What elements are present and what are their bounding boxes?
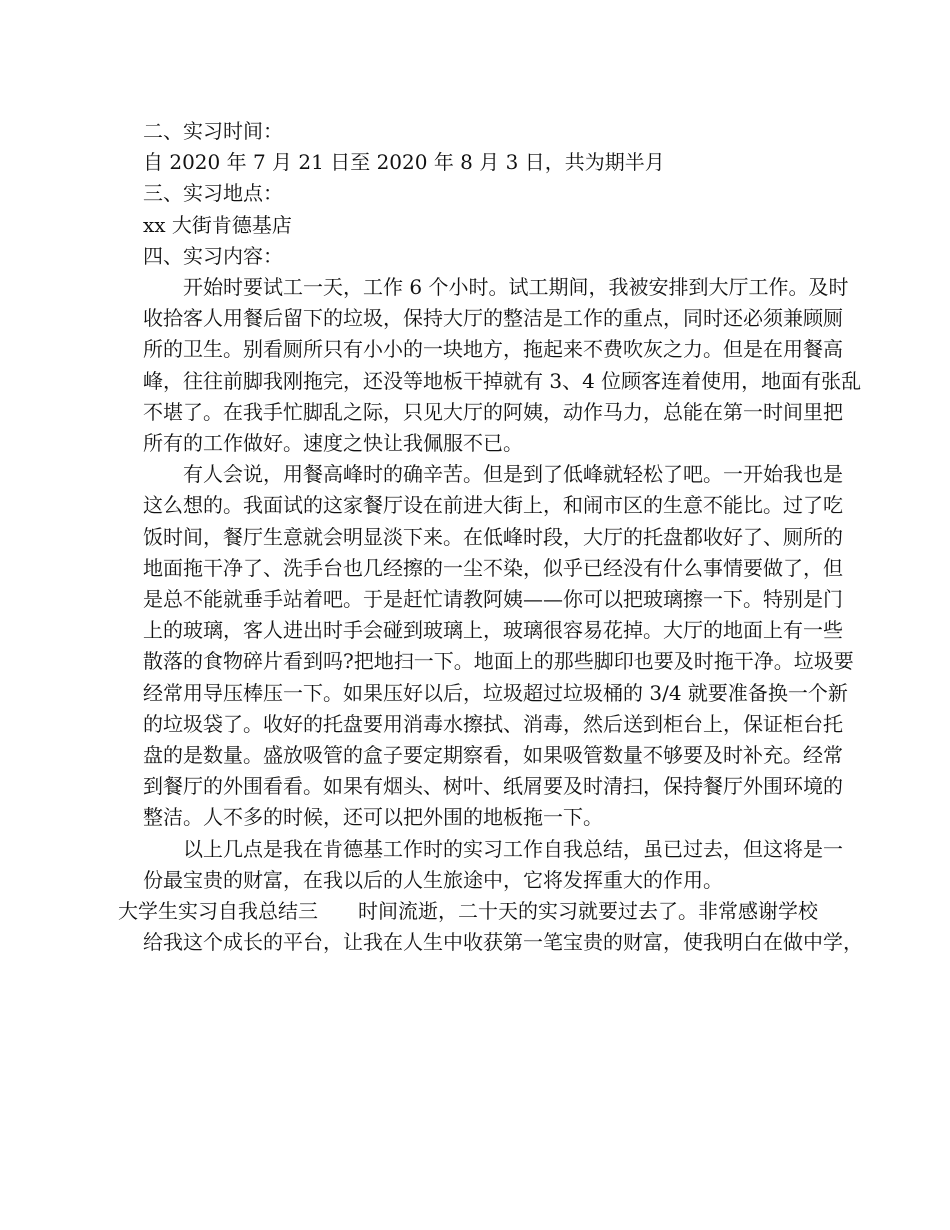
section-three-line: 给我这个成长的平台，让我在人生中收获第一笔宝贵的财富，使我明白在做中学，: [143, 930, 863, 955]
heading-internship-content: 四、实习内容：: [143, 243, 283, 268]
paragraph-1-line: 收拾客人用餐后留下的垃圾，保持大厅的整洁是工作的重点，同时还必须兼顾厕: [143, 306, 843, 331]
paragraph-2-line: 上的玻璃，客人进出时手会碰到玻璃上，玻璃很容易花掉。大厅的地面上有一些: [143, 618, 843, 643]
paragraph-2-line: 饭时间，餐厅生意就会明显淡下来。在低峰时段，大厅的托盘都收好了、厕所的: [143, 524, 843, 549]
section-lead: 时间流逝，二十天的实习就要过去了。非常感谢学校: [358, 899, 818, 924]
internship-period: 自 2020 年 7 月 21 日至 2020 年 8 月 3 日，共为期半月: [143, 150, 665, 175]
paragraph-2-line: 盘的是数量。盛放吸管的盒子要定期察看，如果吸管数量不够要及时补充。经常: [143, 743, 843, 768]
paragraph-3-line: 份最宝贵的财富，在我以后的人生旅途中，它将发挥重大的作用。: [143, 867, 723, 892]
paragraph-2-line: 经常用导压棒压一下。如果压好以后，垃圾超过垃圾桶的 3/4 就要准备换一个新: [143, 680, 848, 705]
paragraph-1-line: 不堪了。在我手忙脚乱之际，只见大厅的阿姨，动作马力，总能在第一时间里把: [143, 399, 843, 424]
section-three-line: [118, 896, 818, 927]
paragraph-2-line: 是总不能就垂手站着吧。于是赶忙请教阿姨——你可以把玻璃擦一下。特别是门: [143, 587, 843, 612]
paragraph-1-line: 所的卫生。别看厕所只有小小的一块地方，拖起来不费吹灰之力。但是在用餐高: [143, 337, 843, 362]
paragraph-1-line: 所有的工作做好。速度之快让我佩服不已。: [143, 431, 523, 456]
heading-internship-location: 三、实习地点：: [143, 181, 283, 206]
paragraph-2-line: 到餐厅的外围看看。如果有烟头、树叶、纸屑要及时清扫，保持餐厅外围环境的: [143, 774, 843, 799]
paragraph-1-line: 开始时要试工一天，工作 6 个小时。试工期间，我被安排到大厅工作。及时: [183, 275, 849, 300]
paragraph-2-line: 有人会说，用餐高峰时的确辛苦。但是到了低峰就轻松了吧。一开始我也是: [183, 462, 843, 487]
paragraph-2-line: 的垃圾袋了。收好的托盘要用消毒水擦拭、消毒，然后送到柜台上，保证柜台托: [143, 711, 843, 736]
internship-location: xx 大街肯德基店: [143, 212, 292, 237]
paragraph-2-line: 散落的食物碎片看到吗?把地扫一下。地面上的那些脚印也要及时拖干净。垃圾要: [143, 649, 854, 674]
paragraph-2-line: 整洁。人不多的时候，还可以把外围的地板拖一下。: [143, 805, 603, 830]
document-body: [118, 116, 863, 958]
section-heading: 大学生实习自我总结三: [118, 899, 318, 924]
paragraph-3-line: 以上几点是我在肯德基工作时的实习工作自我总结，虽已过去，但这将是一: [183, 836, 843, 861]
paragraph-2-line: 这么想的。我面试的这家餐厅设在前进大街上，和闹市区的生意不能比。过了吃: [143, 493, 843, 518]
paragraph-2-line: 地面拖干净了、洗手台也几经擦的一尘不染，似乎已经没有什么事情要做了，但: [143, 555, 843, 580]
heading-internship-time: 二、实习时间：: [143, 119, 283, 143]
paragraph-1-line: 峰，往往前脚我刚拖完，还没等地板干掉就有 3、4 位顾客连着使用，地面有张乱: [143, 368, 862, 393]
